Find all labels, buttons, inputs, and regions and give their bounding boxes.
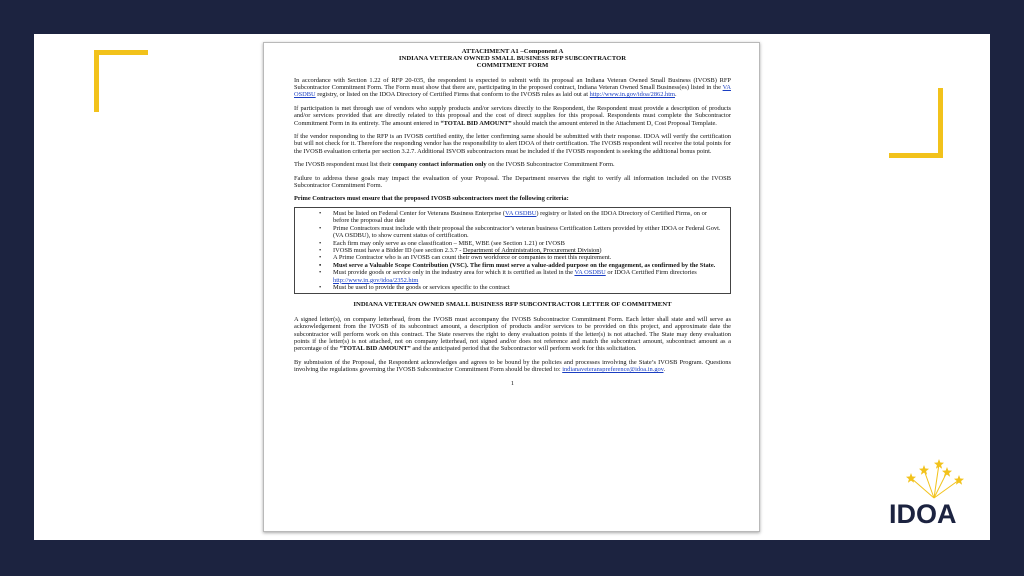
certified-entity-paragraph: If the vendor responding to the RFP is an IVOSB certified entity, the letter confirming same should be submitted with their response. IDOA will verify the certification but will not check for it. Therefore the responding vendor has the responsibility to alert IDOA of their certification. The IVOSB respondent will receive the total points for the IVOSB evaluation criteria per section 3.2.7. Additional ISVOB subcontractors must be included if the IVOSB respondent is seeking the additional bonus point. [294,133,731,155]
criteria-item: • A Prime Contractor who is an IVOSB can count their own workforce or companies to meet this requirement. [333,254,724,261]
failure-paragraph: Failure to address these goals may impact the evaluation of your Proposal. The Department reserves the right to verify all information included on the IVOSB Subcontractor Commitment Form. [294,174,731,190]
document-title [294,48,731,70]
letter-of-commitment-heading: INDIANA VETERAN OWNED SMALL BUSINESS RFP SUBCONTRACTOR LETTER OF COMMITMENT [353,301,672,309]
certified-firms-link[interactable]: http://www.in.gov/idoa/2352.htm [333,276,419,284]
corner-bracket-bottom-right [889,88,943,158]
va-osdbu-link[interactable]: VA OSDBU [294,84,731,99]
criteria-item: • Each firm may only serve as one classification – MBE, WBE (see Section 1.21) or IVOSB [333,240,724,247]
corner-bracket-top-left [94,50,148,112]
participation-paragraph: If participation is met through use of vendors who supply products and/or services directly to the Respondent, the Respondent must provide a description of products and/or services provided that are directly related to this proposal and the cost of direct supplies for this proposal. Respondents must complete the Subcontractor Commitment Form in its entirety. The amount entered in “TOTAL BID AMOUNT” should match the amount entered in the Attachment D, Cost Proposal Template. [294,104,731,127]
criteria-item: • Must be listed on Federal Center for Veterans Business Enterprise (VA OSDBU) registry or listed on the IDOA Directory of Certified Firms, on or before the proposal due date [333,210,724,225]
va-osdbu-link[interactable]: VA OSDBU [505,209,537,217]
logo-text: IDOA [889,499,957,529]
title-line: COMMITMENT FORM [476,62,549,70]
criteria-item: • IVOSB must have a Bidder ID (see section 2.3.7 - Department of Administration, Procurement Division) [333,247,724,254]
signed-letter-paragraph: A signed letter(s), on company letterhead, from the IVOSB must accompany the IVOSB Subcontractor Commitment Form. Each letter shall state and will serve as acknowledgement from the IVOSB of its subcontract amount, a description of products and/or services to be provided on this project, and approximate date the subcontractor will perform work on this contract. The State reserves the right to deny evaluation points if the letter(s) is not attached. The State may deny evaluation points if the letter(s) is not attached, not on company letterhead, not signed and/or does not reference and match the subcontract amount, subcontract amount as a percentage of the “TOTAL BID AMOUNT” and the anticipated period that the Subcontractor will perform work for this solicitation. [294,315,731,353]
contact-email-link[interactable]: indianaveteranspreference@idoa.in.gov [562,366,664,374]
criteria-item: • Must be used to provide the goods or services specific to the contract [333,284,724,291]
document-page [263,42,760,532]
idoa-logo [889,458,979,532]
intro-paragraph: In accordance with Section 1.22 of RFP 20-035, the respondent is expected to submit with its proposal an Indiana Veteran Owned Small Business (IVOSB) RFP Subcontractor Commitment Form. The Form must show that there are, participating in the proposed contract, Indiana Veteran Owned Small Business(es) listed in the VA OSDBU registry, or listed on the IDOA Directory of Certified Firms that conform to the IVOSB rules as laid out at http://www.in.gov/idoa/2862.htm. [294,76,731,99]
va-osdbu-link[interactable]: VA OSDBU [574,269,606,277]
contact-info-paragraph: The IVOSB respondent must list their company contact information only on the IVOSB Subcontractor Commitment Form. [294,161,615,169]
procurement-division-link[interactable]: Department of Administration, Procurement Division [462,246,600,254]
page-number: 1 [510,379,515,387]
title-line: INDIANA VETERAN OWNED SMALL BUSINESS RFP SUBCONTRACTOR [398,55,627,63]
criteria-item: • Must serve a Valuable Scope Contribution (VSC). The firm must serve a value-added purpose on the engagement, as confirmed by the State. [333,262,724,269]
criteria-item: • Must provide goods or service only in the industry area for which it is certified as listed in the VA OSDBU or IDOA Certified Firm directories http://www.in.gov/idoa/2352.htm [333,269,724,284]
criteria-heading: Prime Contractors must ensure that the proposed IVOSB subcontractors meet the following criteria: [294,195,569,203]
ivosb-rules-link[interactable]: http://www.in.gov/idoa/2862.htm [589,91,675,99]
criteria-item: • Prime Contractors must include with their proposal the subcontractor’s veteran business Certification Letters provided by either IDOA or Federal Govt. (VA OSDBU), to show current status of certification. [333,225,724,240]
title-line: ATTACHMENT A1 –Component A [461,48,564,55]
submission-paragraph: By submission of the Proposal, the Respondent acknowledges and agrees to be bound by the policies and processes involving the State’s IVOSB Program. Questions involving the regulations governing the IVOSB Subcontractor Commitment Form should be directed to: indianaveteranspreference@idoa.in.gov. [294,358,731,374]
criteria-box [294,207,731,294]
